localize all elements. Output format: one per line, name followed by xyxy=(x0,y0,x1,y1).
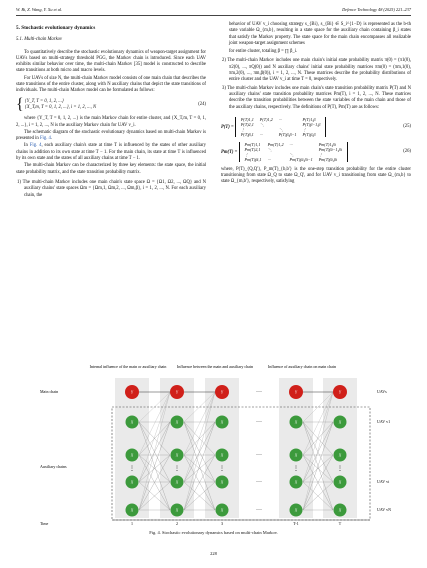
time-tick: T-1 xyxy=(293,521,299,526)
matrix-cell: ··· xyxy=(267,156,271,162)
node-label: X xyxy=(130,419,134,425)
uav-label: UAVs xyxy=(377,389,387,394)
matrix-Pm xyxy=(239,142,348,162)
node-label: X xyxy=(130,507,134,513)
matrix-cell: Pm(T)βi,βi xyxy=(318,156,337,162)
matrix-cell: Pm(T)βi,1 xyxy=(244,156,262,162)
matrix-cell: P(T)1,1 xyxy=(240,116,254,122)
time-tick: 3 xyxy=(221,521,223,526)
matrix-cell: P(T)1,2 xyxy=(259,116,273,122)
matrix-cell: ⋮ xyxy=(318,151,323,157)
paragraph: To quantitatively describe the stochastic evolutionary dynamics of weapon-target assignment for UAVs based on multi-strategy threshold PGG, the Markov chain is introduced. Since each UAV exhibits similar behavior over time, the multi-chain Markov [35] model is constructed to describe state transitions at both micro and macro levels. xyxy=(16,49,206,74)
matrix-cell: Pm(T)2,1 xyxy=(244,146,261,152)
section-heading: 5. Stochastic evolutionary dynamics xyxy=(16,25,96,31)
paragraph: For UAVs of size N, the multi-chain Markov model consists of one main chain that describes the state transitions of the entire cluster, along with N auxiliary chains that depict the state transitions of individuals. The multi-chain Markov model can be formulated as follows: xyxy=(16,75,206,94)
running-header-authors: W. Bi, Z. Wang, Y. Xu et al. xyxy=(16,7,63,12)
node-label: X xyxy=(338,479,342,485)
node-label: Y xyxy=(130,389,134,395)
matrix-row xyxy=(242,157,345,162)
node-label: X xyxy=(294,479,298,485)
paragraph: where, P(T)_{Q,Q'}, P_m(T)_{b,b'} is the one-step transition probability for the entire cluster transitioning from state Ω_Q to state Ω_Q', and for UAV v_i transitioning from state Ω_{m,b} to state Ω_{m,b'}, respectively, satisfying xyxy=(221,166,411,185)
paragraph-text: , each auxiliary chain's state at time T is influenced by the states of other auxiliary chains in addition to its own state at time T − 1. For the main chain, its state at time T is influenced by its own state and the states of all auxiliary chains at time T − 1. xyxy=(16,143,206,162)
node-label: X xyxy=(294,452,298,458)
time-tick: 2 xyxy=(176,521,178,526)
page-number: 228 xyxy=(210,551,217,556)
equation-line: {X_T,m, T = 0, 1, 2, ...}, i = 1, 2, ..., N xyxy=(24,104,97,110)
matrix-cell: ⋮ xyxy=(240,126,246,132)
matrix-cell: Pm(T)βi−1,βi xyxy=(318,146,342,152)
matrix-cell: ⋱ xyxy=(267,146,272,152)
vertical-ellipsis: ⋮ xyxy=(337,466,343,472)
matrix-cell: P(T)β,β−1 xyxy=(278,131,297,137)
paragraph: where {Y_T, T = 0, 1, 2, ...} is the main Markov chain for entire cluster, and {X_T,m, T = 0, 1, 2, ...}, i = 1, 2, ..., N is the auxiliary Markov chain for UAV v_i. xyxy=(16,116,206,128)
equation-24 xyxy=(16,95,206,113)
row-label: Main chain xyxy=(40,389,59,394)
ellipsis: ··· xyxy=(256,479,262,486)
matrix-cell: ··· xyxy=(278,116,282,122)
row-label: Auxiliary chains xyxy=(40,464,67,469)
ellipsis: ··· xyxy=(256,389,262,396)
matrix-cell: ⋮ xyxy=(244,151,249,157)
row-label: Time xyxy=(40,521,49,526)
matrix-cell: P(T)1,β xyxy=(302,116,316,122)
equation-brace: { xyxy=(16,95,24,113)
matrix-cell: ··· xyxy=(289,141,293,147)
matrix-cell: Pm(T)βi,βi−1 xyxy=(289,156,313,162)
vertical-ellipsis: ⋮ xyxy=(293,466,299,472)
node-label: X xyxy=(175,452,179,458)
paragraph: for entire cluster, totaling β = ∏ β_i. xyxy=(229,49,298,55)
matrix-cell: P(T)β,β xyxy=(302,131,316,137)
paragraph-text: In xyxy=(24,143,30,149)
running-header-journal: Defence Technology 48 (2025) 221–237 xyxy=(342,7,411,12)
node-label: X xyxy=(175,419,179,425)
matrix-cell: ⋱ xyxy=(259,121,264,127)
equation-number: (25) xyxy=(403,123,411,129)
node-label: Y xyxy=(220,389,224,395)
right-column xyxy=(221,22,411,187)
list-item: 1) The multi-chain Markov includes one main chain's state space Ω = {Ω1, Ω2, ..., ΩQ} and N auxiliary chains' state spaces Ωm = {Ωm,1, Ωm,2, ..., Ωm,β}, i = 1, 2, ..., N. For each auxiliary chain, the xyxy=(17,179,206,198)
ellipsis: ··· xyxy=(256,419,262,426)
list-item: 2) The multi-chain Markov includes one main chain's initial state probability matrix π(0) = (π1(0), π2(0), ..., πQ(0)) and N auxiliary chains' initial state probability matrices πm(0) = (πm,1(0), πm,2(0), ..., πm,β(0)), i = 1, 2, ..., N. These matrices describe the probability distributions of entire cluster and the UAV v_i at time T = 0, respectively. xyxy=(222,58,411,83)
node-label: X xyxy=(220,507,224,513)
paragraph: The multi-chain Markov can be characterized by three key elements: the state space, the initial state probability matrix, and the state transition probability matrix. xyxy=(16,163,206,175)
legend-label: Influence of auxiliary chain on main chain xyxy=(268,364,336,369)
paragraph: behavior of UAV v_i choosing strategy s_{Bi}, s_{Bi} ∈ S_i^{1−D} is represented as the b-th state variable Ω_{m,b}, resulting in a state space for the auxiliary chain containing β_i states that satisfy the Markov property. The state space for the main chain encompasses all realizable joint weapon-target assignment schemes xyxy=(229,22,411,46)
paragraph-text: The schematic diagram of the stochastic evolutionary dynamics based on multi-chain Markov is presented in xyxy=(16,129,206,142)
node-label: X xyxy=(338,419,342,425)
vertical-ellipsis: ⋮ xyxy=(129,466,135,472)
matrix-cell: Pm(T)1,1 xyxy=(244,141,261,147)
paragraph xyxy=(16,143,206,162)
left-column xyxy=(16,22,206,201)
node-label: X xyxy=(294,419,298,425)
list-item: 3) The multi-chain Markov includes one main chain's state transition probability matrix P(T) and N auxiliary chains' state transition probability matrices Pm(T), i = 1, 2, ..., N. These matrices describe the transition probabilities between the state variables of the main chain and those of the auxiliary chains, respectively. The definitions of P(T), Pm(T) are as follows: xyxy=(222,85,411,110)
node-label: X xyxy=(130,479,134,485)
matrix-row xyxy=(238,132,324,137)
figure-link[interactable]: Fig. 4 xyxy=(39,136,51,142)
node-label: X xyxy=(220,452,224,458)
paragraph-text: . xyxy=(50,136,53,142)
ellipsis: ··· xyxy=(256,507,262,514)
node-label: X xyxy=(220,419,224,425)
legend-label: Influence between the main and auxiliary chain xyxy=(177,364,253,369)
figure-caption: Fig. 4. Stochastic evolutionary dynamics based on multi-chain Markov. xyxy=(149,530,278,535)
node-label: X xyxy=(338,452,342,458)
node-label: X xyxy=(175,479,179,485)
node-label: X xyxy=(130,452,134,458)
figure-4-diagram xyxy=(40,362,395,527)
equation-line: {Y_T, T = 0, 1, 2, ...} xyxy=(24,98,64,104)
matrix-cell: ··· xyxy=(259,131,263,137)
ellipsis: ··· xyxy=(256,452,262,459)
equation-number: (24) xyxy=(198,101,206,107)
matrix-cell: Pm(T)1,βi xyxy=(318,141,336,147)
matrix-P xyxy=(235,117,327,137)
equation-26 xyxy=(221,142,411,162)
equation-25 xyxy=(221,117,411,137)
uav-label: UAV v1 xyxy=(377,419,391,424)
matrix-cell: ⋱ xyxy=(278,126,283,132)
node-label: Y xyxy=(294,389,298,395)
figure-link[interactable]: Fig. 4 xyxy=(29,143,42,149)
matrix-cell: Pm(T)1,2 xyxy=(267,141,284,147)
time-tick: T xyxy=(338,521,342,526)
node-label: Y xyxy=(175,389,179,395)
node-label: X xyxy=(175,507,179,513)
time-tick: 1 xyxy=(131,521,133,526)
node-label: Y xyxy=(338,389,342,395)
node-label: X xyxy=(338,507,342,513)
uav-label: UAV vi xyxy=(377,479,390,484)
equation-lhs: Pm(T) = xyxy=(221,149,238,155)
matrix-cell: P(T)2,1 xyxy=(240,121,254,127)
matrix-cell: P(T)β−1,β xyxy=(302,121,321,127)
vertical-ellipsis: ⋮ xyxy=(174,466,180,472)
matrix-cell: ⋱ xyxy=(289,151,294,157)
node-label: X xyxy=(220,479,224,485)
matrix-cell: P(T)β,1 xyxy=(240,131,254,137)
equation-lhs: P(T) = xyxy=(221,124,234,130)
legend-label: Internal influence of the main or auxiliary chain xyxy=(89,364,167,369)
subsection-heading: 5.1. Multi-chain Markov xyxy=(16,37,63,43)
equation-number: (26) xyxy=(403,148,411,154)
header-rule xyxy=(16,15,411,16)
node-label: X xyxy=(294,507,298,513)
vertical-ellipsis: ⋮ xyxy=(219,466,225,472)
matrix-cell: ⋮ xyxy=(302,126,307,132)
paragraph xyxy=(16,130,206,143)
uav-label: UAV vN xyxy=(377,507,391,512)
